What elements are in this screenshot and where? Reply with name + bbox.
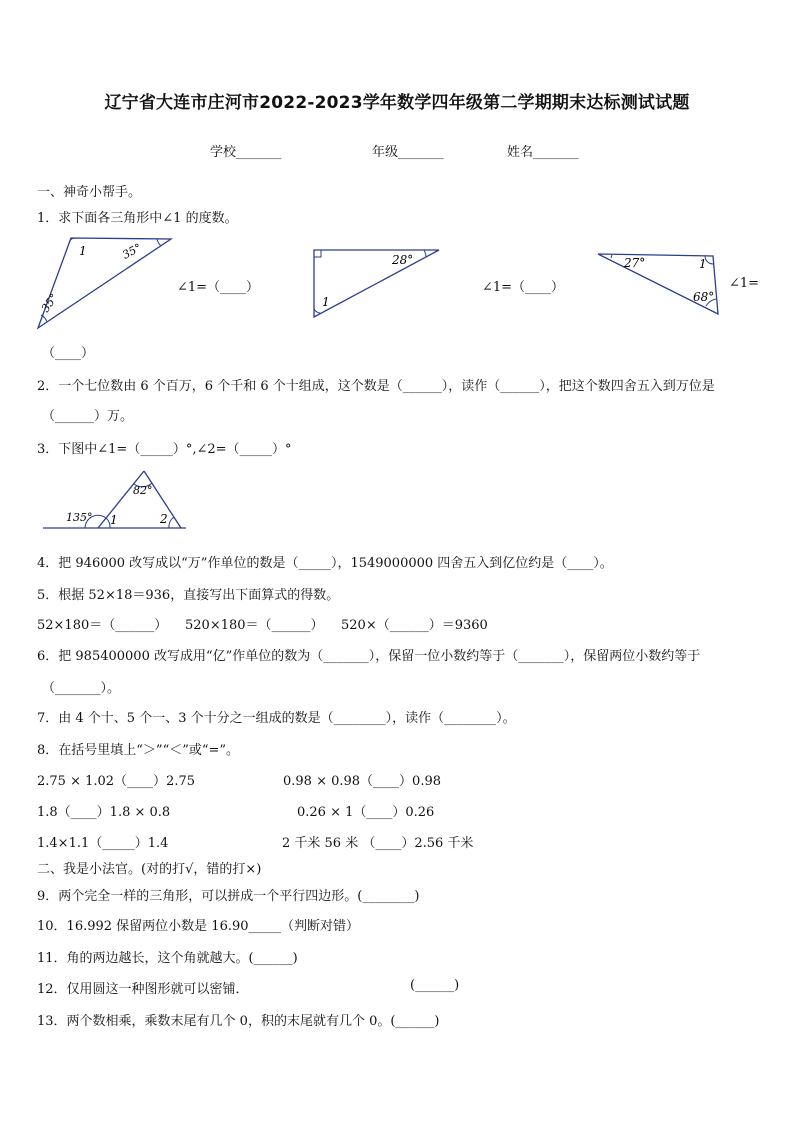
question-7-text: 7．由 4 个十、5 个一、3 个十分之一组成的数是（________），读作（________）。: [37, 711, 516, 726]
question-5-item-2[interactable]: 520×180＝（______）: [185, 618, 324, 633]
question-11-text: 11．角的两边越长，这个角就越大。(______): [37, 951, 298, 966]
triangle-3-label-1: 1: [699, 257, 707, 271]
question-5-item-1[interactable]: 52×180＝（______）: [37, 618, 168, 633]
grade-field: 年级_______: [372, 145, 444, 160]
question-8-row-1-left[interactable]: 2.75 × 1.02（____）2.75: [37, 774, 195, 789]
question-5-item-3[interactable]: 520×（______）＝9360: [341, 618, 488, 633]
question-4-text: 4．把 946000 改写成以“万”作单位的数是（_____），1549000000 四舍五入到亿位约是（____）。: [37, 556, 613, 571]
question-1-answer-1[interactable]: ∠1=（____）: [177, 280, 260, 295]
triangle-figure-1: [35, 235, 175, 331]
triangle-1-label-1: 1: [79, 244, 87, 258]
triangle-figure-2: [310, 246, 442, 320]
question-6-line-2: （_______）。: [42, 681, 121, 696]
triangle-1-shape: [38, 238, 171, 328]
question-3-figure: [40, 468, 188, 532]
triangle-figure-3: [594, 250, 722, 318]
question-5-text: 5．根据 52×18＝936，直接写出下面算式的得数。: [37, 588, 340, 603]
question-2-line-1: 2．一个七位数由 6 个百万，6 个千和 6 个十组成，这个数是（______），读作（______），把这个数四舍五入到万位是: [37, 379, 715, 394]
triangle-1-angle-a: 35°: [120, 241, 144, 262]
name-field: 姓名_______: [507, 145, 579, 160]
school-field: 学校_______: [210, 145, 282, 160]
triangle-1-angle-b: 35°: [38, 291, 61, 315]
question-12-text: 12．仅用圆这一种图形就可以密铺．: [37, 982, 249, 997]
angle-2-label: 2: [160, 512, 168, 526]
question-9-text: 9．两个完全一样的三角形，可以拼成一个平行四边形。(________): [37, 889, 420, 904]
question-10-text: 10．16.992 保留两位小数是 16.90_____（判断对错）: [37, 919, 360, 934]
question-12-answer[interactable]: (______): [410, 978, 460, 993]
triangle-2-angle: 28°: [392, 253, 414, 267]
question-8-row-2-right[interactable]: 0.26 × 1（____）0.26: [297, 805, 435, 820]
question-8-text: 8．在括号里填上“＞”“＜”或“=”。: [37, 743, 240, 758]
question-6-line-1: 6．把 985400000 改写成用“亿”作单位的数为（_______），保留一位小数约等于（_______），保留两位小数约等于: [37, 649, 701, 664]
question-8-row-2-left[interactable]: 1.8（____）1.8 × 0.8: [37, 805, 171, 820]
question-1-answer-3-blank[interactable]: （____）: [42, 346, 95, 361]
question-13-text: 13．两个数相乘，乘数末尾有几个 0，积的末尾就有几个 0。(______): [37, 1014, 440, 1029]
section-2-heading: 二、我是小法官。(对的打√，错的打×): [37, 862, 262, 877]
exam-title: 辽宁省大连市庄河市2022-2023学年数学四年级第二学期期末达标测试试题: [104, 93, 690, 113]
question-1-answer-3[interactable]: ∠1=: [729, 276, 760, 291]
question-1-answer-2[interactable]: ∠1=（____）: [482, 280, 565, 295]
top-angle-label: 82°: [133, 484, 153, 497]
triangle-2-label-1: 1: [322, 295, 330, 309]
section-1-heading: 一、神奇小帮手。: [37, 185, 142, 200]
triangle-3-angle-a: 27°: [624, 256, 646, 270]
question-8-row-3-right[interactable]: 2 千米 56 米 （____）2.56 千米: [282, 836, 474, 851]
question-1-text: 1．求下面各三角形中∠1 的度数。: [37, 211, 238, 226]
angle-1-label: 1: [110, 513, 118, 527]
question-2-line-2: （______）万。: [42, 409, 134, 424]
question-3-text: 3．下图中∠1=（_____）°,∠2=（_____）°: [37, 442, 292, 457]
question-8-row-1-right[interactable]: 0.98 × 0.98（____）0.98: [283, 774, 441, 789]
triangle-2-shape: [314, 250, 439, 317]
question-8-row-3-left[interactable]: 1.4×1.1（_____）1.4: [37, 836, 169, 851]
triangle-3-angle-b: 68°: [693, 290, 715, 304]
exterior-angle-label: 135°: [66, 511, 93, 524]
